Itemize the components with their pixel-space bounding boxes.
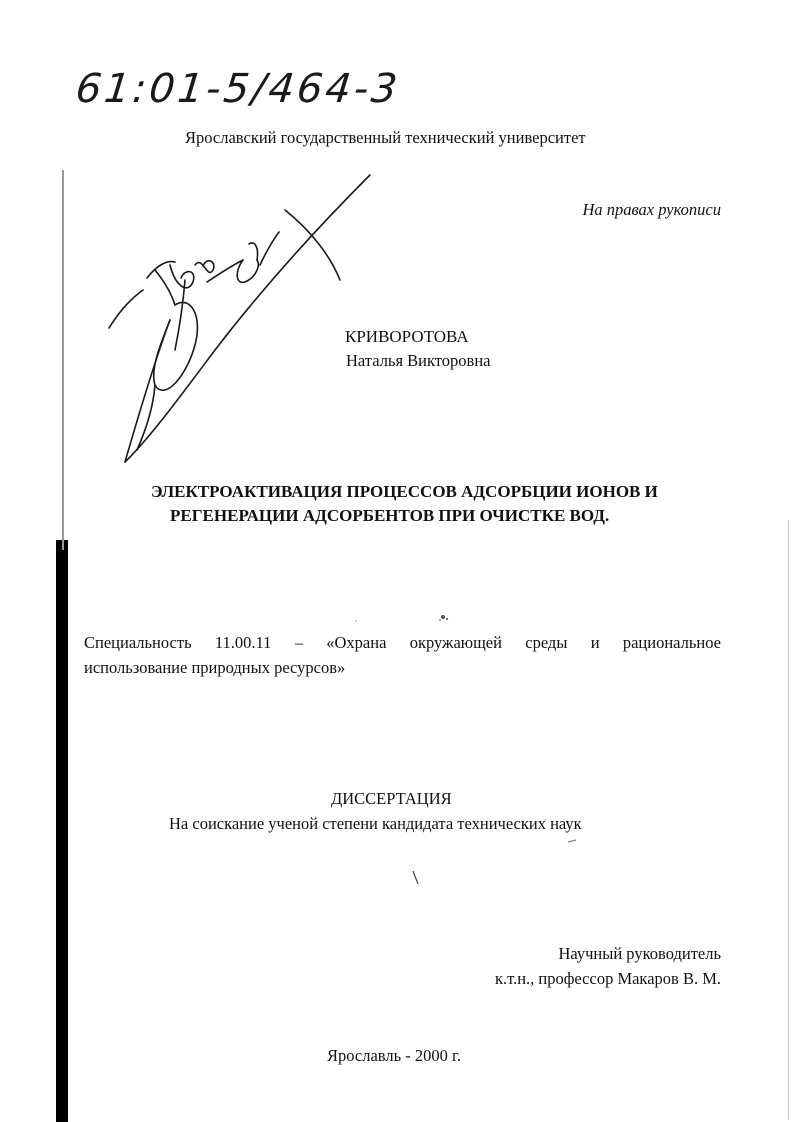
city-year: Ярославль - 2000 г.: [327, 1046, 462, 1065]
supervisor-name: к.т.н., профессор Макаров В. М.: [494, 969, 721, 988]
thesis-title-line-2: РЕГЕНЕРАЦИИ АДСОРБЕНТОВ ПРИ ОЧИСТКЕ ВОД.: [170, 506, 610, 525]
supervisor-label: Научный руководитель: [558, 944, 721, 963]
author-surname: КРИВОРОТОВА: [345, 327, 469, 346]
specialty-line-1: Специальность 11.00.11 – «Охрана окружающей среды и рациональное: [84, 633, 721, 652]
rights-note: На правах рукописи: [582, 200, 721, 219]
document-type: ДИССЕРТАЦИЯ: [331, 789, 452, 808]
handwritten-catalog-number: 61:01-5/464-3: [73, 66, 403, 112]
thesis-title-line-1: ЭЛЕКТРОАКТИВАЦИЯ ПРОЦЕССОВ АДСОРБЦИИ ИОНОВ И: [151, 482, 658, 501]
university-name: Ярославский государственный технический университет: [185, 128, 586, 147]
author-given-name: Наталья Викторовна: [346, 351, 491, 370]
specialty-line-2: использование природных ресурсов»: [84, 658, 346, 677]
degree-statement: На соискание ученой степени кандидата технических наук: [169, 814, 582, 833]
